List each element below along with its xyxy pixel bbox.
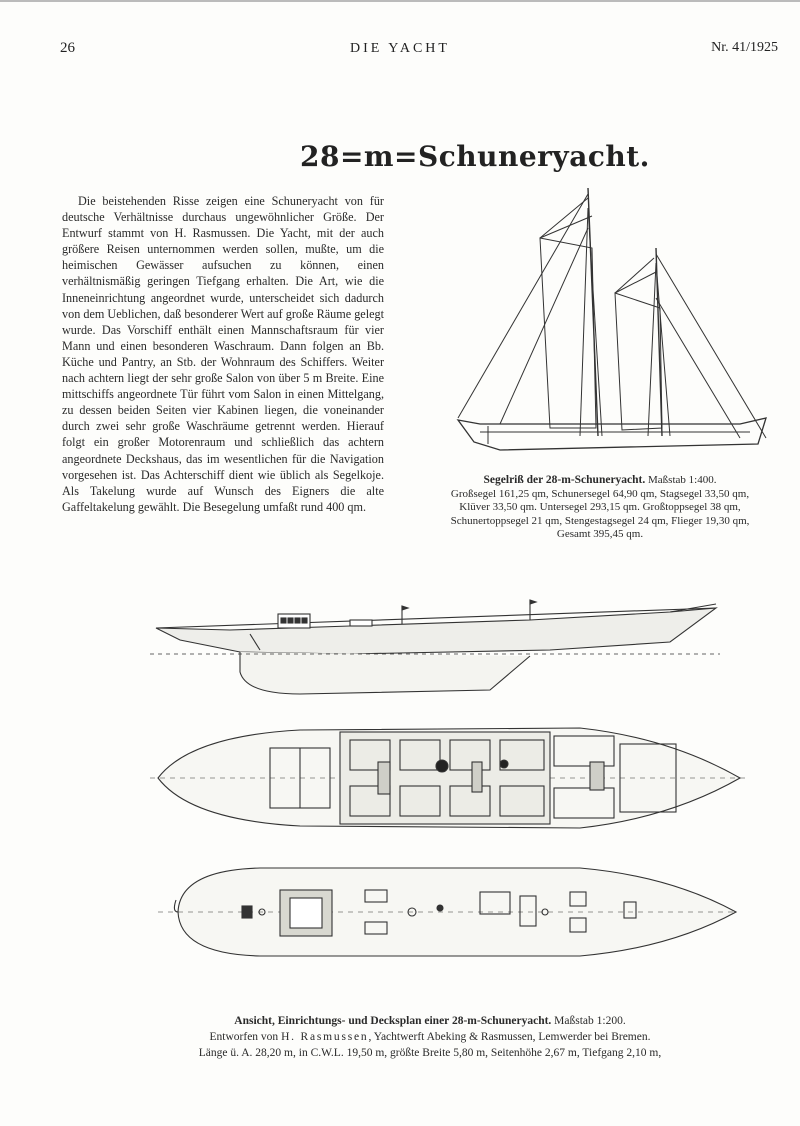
page-number: 26 (60, 40, 75, 56)
sail-caption-line: Gesamt 395,45 qm. (556, 528, 644, 541)
sail-plan-caption (412, 474, 788, 542)
plans-caption-scale: Maßstab 1:200. (551, 1015, 626, 1027)
plans-caption-heading (120, 1013, 740, 1029)
article-body: Die beistehenden Risse zeigen eine Schuneryacht von für deutsche Verhältnisse durchaus ungewöhnlicher Größe. Der Entwurf stammt von H. Rasmussen. Die Yacht, mit der auch größere Reisen unternommen werden sollen, mußte, um die heimischen Gewässer aufsuchen zu können, einen verhältnismäßig geringen Tiefgang erhalten. Die Art, wie die Inneneinrichtung angeordnet wurde, unterscheidet sich dadurch von dem Ueblichen, daß besonderer Wert auf große Räume gelegt wurde. Das Vorschiff enthält einen Mannschaftsraum für vier Mann und einen besonderen Waschraum. Dann folgen an Bb. Küche und Pantry, an Stb. der Wohnraum des Schiffers. Weiter nach achtern liegt der sehr große Salon von über 5 m Breite. Eine mittschiffs angeordnete Tür führt vom Salon in einen Mittelgang, zu dessen beiden Seiten vier Kabinen liegen, die voneinander durch zwei sehr große Waschräume getrennt werden. Hierauf folgt ein großer Motorenraum und schließlich das achtern angeordnete Deckshaus, das im wesentlichen für die Navigation vorgesehen ist. Das Achterschiff dient wie üblich als Segelkoje. Als Takelung wurde auf Wunsch des Eigners die alte Gaffeltakelung gewählt. Die Besegelung umfaßt rund 400 qm. (62, 194, 384, 514)
designer-prefix: Entworfen von (209, 1031, 282, 1043)
sail-caption-line: Schunertoppsegel 21 qm, Stengestagsegel 24 qm, Flieger 19,30 qm, (450, 514, 750, 527)
sail-caption-scale: Maßstab 1:400. (645, 474, 717, 486)
magazine-title: DIE YACHT (350, 41, 450, 56)
sail-caption-line: Großsegel 161,25 qm, Schunersegel 64,90 qm, Stagsegel 33,50 qm, (450, 487, 750, 500)
sail-caption-heading (412, 474, 788, 488)
plans-dimensions: Länge ü. A. 28,20 m, in C.W.L. 19,50 m, größte Breite 5,80 m, Seitenhöhe 2,67 m, Tiefgang 2,10 m, (198, 1047, 662, 1059)
sail-caption-line: Klüver 33,50 qm. Untersegel 293,15 qm. Großtoppsegel 38 qm, (459, 501, 741, 514)
plans-caption (120, 1013, 740, 1061)
accommodation-plan-drawing (150, 718, 750, 838)
sail-caption-title: Segelriß der 28-m-Schuneryacht. (483, 474, 646, 486)
sail-plan-drawing (440, 188, 780, 470)
plans-caption-title: Ansicht, Einrichtungs- und Decksplan einer 28-m-Schuneryacht. (234, 1015, 552, 1027)
deck-plan-drawing (150, 860, 740, 965)
designer-suffix: , Yachtwerft Abeking & Rasmussen, Lemwerder bei Bremen. (368, 1031, 651, 1043)
scan-edge (0, 0, 800, 2)
designer-name: H. Rasmussen (281, 1031, 369, 1043)
article-title: 28=m=Schuneryacht. (300, 140, 650, 173)
issue-number: Nr. 41/1925 (711, 40, 778, 55)
side-elevation-drawing (150, 590, 725, 705)
plans-designer-line (120, 1029, 740, 1045)
